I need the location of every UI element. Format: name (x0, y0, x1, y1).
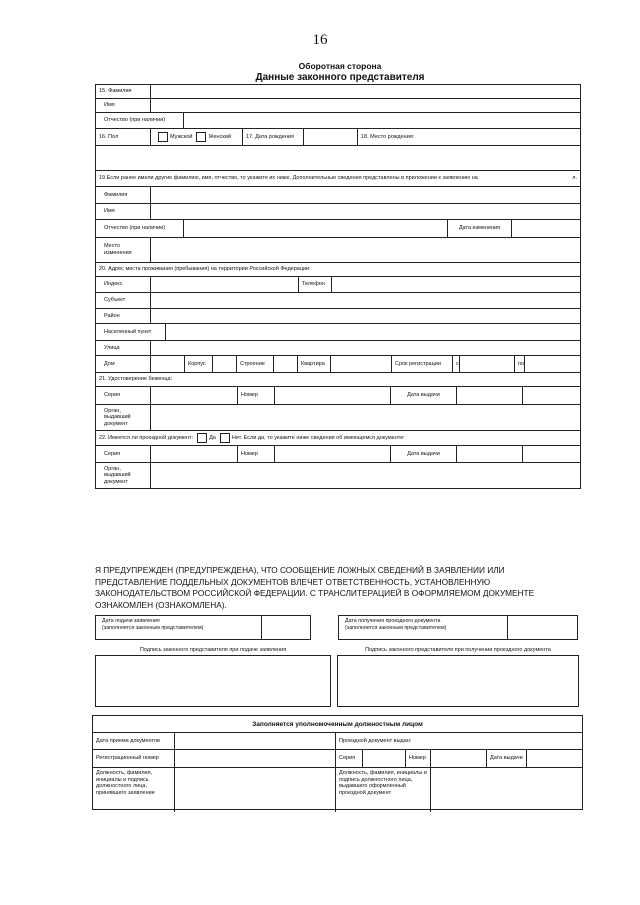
representative-form (95, 84, 581, 489)
page-subtitle: Оборотная сторона (298, 61, 382, 71)
birth-date-field[interactable] (304, 129, 358, 145)
label: 16. Пол (96, 129, 151, 145)
refugee-issuer-field[interactable] (151, 405, 580, 430)
label: л. (572, 175, 577, 182)
label: Имя (96, 99, 151, 112)
signature-submit-box[interactable] (95, 655, 331, 707)
travel-date-field[interactable] (457, 446, 523, 462)
change-date-field[interactable] (512, 220, 580, 237)
yes-checkbox[interactable] (197, 433, 207, 443)
label: с (453, 356, 460, 372)
prev-name-field[interactable] (151, 204, 580, 219)
label: Дата приема документов (93, 733, 175, 749)
label: Проездной документ выдан: (339, 737, 412, 744)
label: Строение (237, 356, 274, 372)
building-field[interactable] (274, 356, 298, 372)
label: Нет. Если да, то укажите ниже сведения об имеющемся документе: (231, 434, 405, 441)
label: Серия (96, 446, 151, 462)
label: Корпус (185, 356, 213, 372)
prev-patronymic-field[interactable] (184, 220, 448, 237)
label: Дата выдачи (391, 387, 457, 404)
reg-from-field[interactable] (460, 356, 515, 372)
receive-date-box (338, 615, 578, 640)
warning-text: Я ПРЕДУПРЕЖДЕН (ПРЕДУПРЕЖДЕНА), ЧТО СООБЩЕНИЕ ЛОЖНЫХ СВЕДЕНИЙ В ЗАЯВЛЕНИИ ИЛИ ПРЕДСТАВЛЕНИЕ ПОДДЕЛЬНЫХ ДОКУМЕНТОВ ВЛЕЧЕТ ОТВЕТСТВЕННОСТЬ, УСТАНОВЛЕННУЮ ЗАКОНОДАТЕЛЬСТВОМ РОССИЙСКОЙ ФЕДЕРАЦИИ. С ТРАНСЛИТЕРАЦИЕЙ В ОФОРМЛЯЕМОМ ДОКУМЕНТЕ ОЗНАКОМЛЕН (ОЗНАКОМЛЕНА). (95, 565, 535, 610)
label: Дата выдачи (487, 750, 527, 767)
label: Субъект (96, 293, 151, 308)
label: Орган, выдавший документ (96, 405, 151, 430)
official-section (92, 715, 583, 810)
page-title: Данные законного представителя (255, 72, 425, 83)
official-issue-field[interactable] (431, 768, 582, 812)
submit-date-box (95, 615, 311, 640)
label: (заполняется законным представителем) (102, 625, 204, 631)
label: 19.Если ранее имели другие фамилию, имя, отчество, то укажите их ниже. Дополнительные сведения представлены в приложении к заявлению на (99, 175, 478, 182)
label: Район (96, 309, 151, 323)
issued-series-field[interactable] (363, 750, 406, 767)
label: 15. Фамилия (96, 85, 151, 98)
label: Квартира (298, 356, 331, 372)
label: 17. Дата рождения (243, 129, 304, 145)
signature-receive-box[interactable] (337, 655, 579, 707)
male-checkbox[interactable] (158, 132, 168, 142)
label: Подпись законного представителя при подаче заявления (139, 647, 287, 653)
issued-date-field[interactable] (527, 750, 582, 767)
refugee-date-extra[interactable] (523, 387, 580, 404)
reg-to-field[interactable] (525, 356, 580, 372)
locality-field[interactable] (166, 324, 580, 340)
label: Отчество (при наличии) (96, 113, 184, 128)
label: Отчество (при наличии) (96, 220, 184, 237)
label: по (515, 356, 525, 372)
official-accept-field[interactable] (175, 768, 336, 812)
name-field[interactable] (151, 99, 580, 112)
label: Фамилия (96, 187, 151, 203)
label: Телефон (299, 277, 332, 292)
label: Улица (96, 341, 151, 355)
label: Орган, выдавший документ (96, 463, 151, 488)
page-number: 16 (312, 32, 328, 48)
issued-number-field[interactable] (431, 750, 487, 767)
subject-field[interactable] (151, 293, 580, 308)
submit-date-field[interactable] (262, 616, 310, 639)
label: Серия (96, 387, 151, 404)
label: Номер (406, 750, 431, 767)
korpus-field[interactable] (213, 356, 237, 372)
patronymic-field[interactable] (184, 113, 580, 128)
refugee-series-field[interactable] (151, 387, 238, 404)
street-field[interactable] (151, 341, 580, 355)
label: 21. Удостоверение беженца: (99, 376, 173, 383)
refugee-number-field[interactable] (275, 387, 391, 404)
house-field[interactable] (151, 356, 185, 372)
change-place-field[interactable] (151, 238, 580, 262)
label: Номер (238, 387, 275, 404)
label: Дата подачи заявления (102, 618, 160, 624)
birth-place-field[interactable] (96, 146, 580, 170)
label: Индекс (96, 277, 151, 292)
travel-issuer-field[interactable] (151, 463, 580, 488)
label: 22. Имеется ли проездной документ: (99, 434, 194, 441)
label: Место изменения (96, 238, 151, 262)
flat-field[interactable] (331, 356, 392, 372)
reg-number-field[interactable] (175, 750, 336, 767)
label: Дата изменения (448, 220, 512, 237)
label: (заполняется законным представителем) (345, 625, 447, 631)
label: Регистрационный номер (93, 750, 175, 767)
index-field[interactable] (151, 277, 299, 292)
label: Серия (336, 750, 363, 767)
label: Подпись законного представителя при получении проездного документа (365, 647, 551, 653)
label: Дом (96, 356, 151, 372)
label: 18. Место рождения: (361, 133, 415, 140)
label: Номер (238, 446, 275, 462)
district-field[interactable] (151, 309, 580, 323)
label: Да (209, 434, 216, 441)
female-checkbox[interactable] (196, 132, 206, 142)
refugee-date-field[interactable] (457, 387, 523, 404)
surname-field[interactable] (151, 85, 580, 98)
label: Женский (208, 133, 231, 140)
accept-date-field[interactable] (175, 733, 336, 749)
travel-number-field[interactable] (275, 446, 391, 462)
phone-field[interactable] (332, 277, 580, 292)
label: Дата выдачи (391, 446, 457, 462)
label: Населенный пункт (96, 324, 166, 340)
label: Должность, фамилия, инициалы и подпись должностного лица, выдавшего оформленный проездной документ (336, 768, 431, 812)
travel-series-field[interactable] (151, 446, 238, 462)
label: Имя (96, 204, 151, 219)
travel-date-extra[interactable] (523, 446, 580, 462)
label: Дата получения проездного документа (345, 618, 441, 624)
label: Мужской (170, 133, 193, 140)
label: Должность, фамилия, инициалы и подпись должностного лица, принявшего заявление (93, 768, 175, 812)
label: Срок регистрации (392, 356, 453, 372)
official-header: Заполняется уполномоченным должностным лицом (93, 716, 582, 733)
receive-date-field[interactable] (508, 616, 577, 639)
no-checkbox[interactable] (220, 433, 230, 443)
prev-surname-field[interactable] (151, 187, 580, 203)
label: 20. Адрес места проживания (пребывания) на территории Российской Федерации: (99, 266, 311, 273)
